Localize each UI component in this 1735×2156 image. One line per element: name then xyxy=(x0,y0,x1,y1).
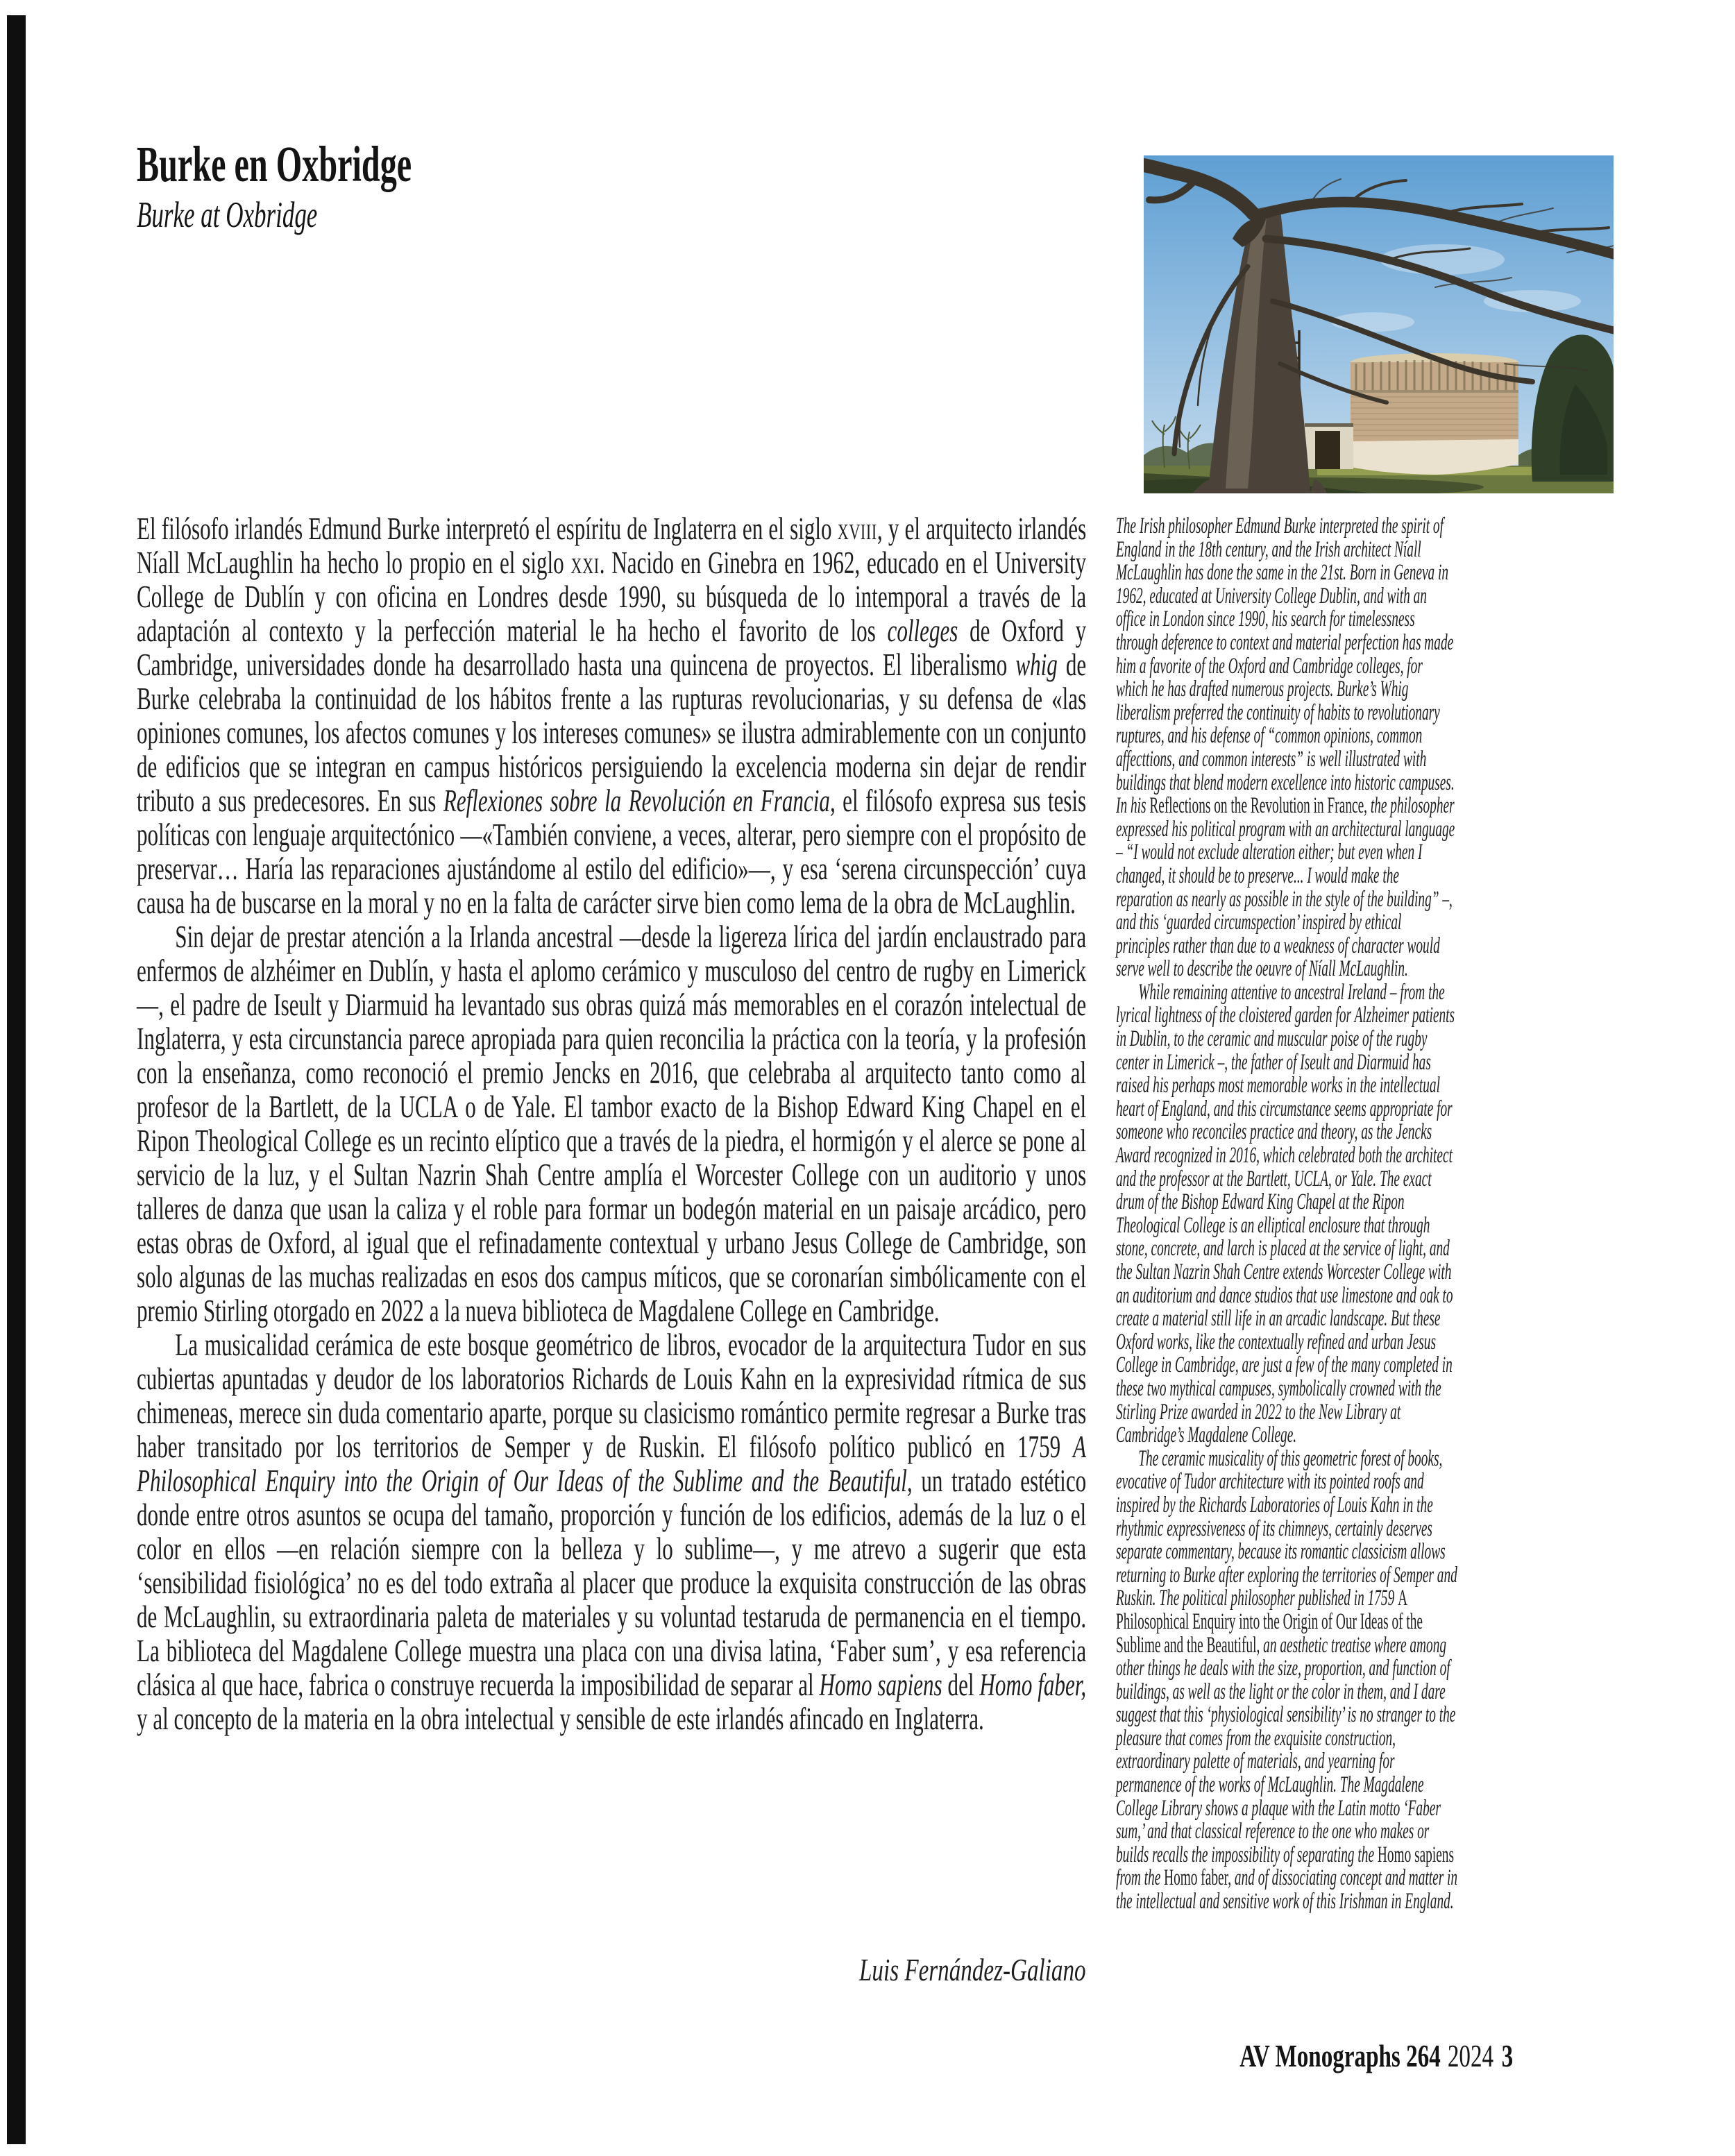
text-segment: A Philosophical Enquiry into the Origin of Our Ideas of the Sublime and the Beautiful, xyxy=(137,1429,1087,1498)
paragraph xyxy=(1116,981,1457,1448)
text-segment: Reflections on the Revolution in France, xyxy=(1149,793,1367,819)
issue-year: 2024 xyxy=(1447,2038,1493,2073)
page-number: 3 xyxy=(1501,2038,1513,2073)
text-segment: La musicalidad cerámica de este bosque geométrico de libros, evocador de la arquitectura Tudor en sus cubiertas apuntadas y deudor de los laboratorios Richards de Louis Kahn en la expresividad rítmica de sus chimeneas, merece sin duda comentario aparte, porque su clasicismo romántico permite regresar a Burke tras haber transitado por los territorios de Semper y de Ruskin. El filósofo político publicó en 1759 xyxy=(137,1327,1087,1464)
text-segment: Homo sapiens xyxy=(1377,1842,1455,1867)
text-segment: Homo faber, xyxy=(1164,1865,1232,1891)
page-edge-bar xyxy=(7,15,26,2144)
text-segment: The Irish philosopher Edmund Burke interpreted the spirit of England in the 18th century, and the Irish architect Níall McLaughlin has done the same in the 21st. Born in Geneva in 1962, educated at University College Dublin, and with an office in London since 1990, his search for timelessness through deference to context and material perfection has made him a favorite of the Oxford and Cambridge colleges, for which he has drafted numerous projects. Burke’s Whig liberalism preferred the continuity of habits to revolutionary ruptures, and his defense of “common opinions, common affecttions, and common interests” is well illustrated with buildings that blend modern excellence into historic campuses. In his xyxy=(1116,513,1455,819)
text-segment: Homo sapiens xyxy=(819,1667,942,1702)
text-segment: de Oxford y Cambridge, universidades donde ha desarrollado hasta una quincena de proyectos. El liberalismo xyxy=(137,613,1087,682)
text-segment: Homo faber, xyxy=(979,1667,1087,1702)
page-footer xyxy=(1239,2037,1513,2074)
author-signature: Luis Fernández-Galiano xyxy=(859,1952,1086,1987)
text-segment: de Burke celebraba la continuidad de los hábitos frente a las rupturas revolucionarias, y su defensa de «las opiniones comunes, los afectos comunes y los intereses comunes» se ilustra admirablemente con un conjunto de edificios que se integran en campus históricos persiguiendo la excelencia moderna sin dejar de rendir tributo a sus predecesores. En sus xyxy=(137,647,1087,818)
text-segment: the philosopher expressed his political program with an architectural language – “I would not exclude alteration either; but even when I changed, it should be to preserve... I would make the reparation as nearly as possible in the style of the building” –, and this ‘guarded circumspection’ inspired by ethical principles rather than due to a weakness of character would serve well to describe the oeuvre of Níall McLaughlin. xyxy=(1116,793,1455,982)
text-segment: Reflexiones sobre la Revolución en Francia, xyxy=(443,783,836,818)
photo-bishop-edward-king-chapel xyxy=(1144,155,1614,493)
annex-door xyxy=(1315,431,1340,469)
text-segment: xxi xyxy=(570,545,600,580)
paragraph xyxy=(1116,515,1457,981)
paragraph xyxy=(1116,1445,1458,1915)
text-segment: While remaining attentive to ancestral Ireland – from the lyrical lightness of the cloistered garden for Alzheimer patients in Dublin, to the ceramic and muscular poise of the rugby center in Limerick –, the father of Iseult and Diarmuid has raised his perhaps most memorable works in the intellectual heart of England, and this circumstance seems appropriate for someone who reconciles practice and theory, as the Jencks Award recognized in 2016, which celebrated both the architect and the professor at the Bartlett, UCLA, or Yale. The exact drum of the Bishop Edward King Chapel at the Ripon Theological College is an elliptical enclosure that through stone, concrete, and larch is placed at the service of light, and the Sultan Nazrin Shah Centre extends Worcester College with an auditorium and dance studios that use limestone and oak to create a material still life in an arcadic landscape. But these Oxford works, like the contextually refined and urban Jesus College in Cambridge, are just a few of the many completed in these two mythical campuses, symbolically crowned with the Stirling Prize awarded in 2022 to the New Library at Cambridge’s Magdalene College. xyxy=(1116,979,1455,1448)
article-header xyxy=(137,136,412,236)
text-segment: and of dissociating concept and matter in the intellectual and sensitive work of this Irishman in England. xyxy=(1116,1865,1458,1915)
english-article-column xyxy=(1116,515,1457,1914)
text-segment: del xyxy=(942,1667,980,1702)
text-segment: y al concepto de la materia en la obra intelectual y sensible de este irlandés afincado en Inglaterra. xyxy=(137,1701,984,1736)
spanish-article-column xyxy=(137,512,1086,1736)
text-segment: . Nacido en Ginebra en 1962, educado en el University College de Dublín y con oficina en Londres desde 1990, su búsqueda de lo intemporal a través de la adaptación al contexto y la perfección material le ha hecho el favorito de los xyxy=(137,545,1087,648)
journal-name: AV Monographs 264 xyxy=(1239,2038,1441,2073)
article-title-english: Burke at Oxbridge xyxy=(137,195,318,236)
text-segment: A Philosophical Enquiry into the Origin of Our Ideas of the Sublime and the Beautiful, xyxy=(1116,1586,1423,1658)
text-segment: , y el arquitecto irlandés Níall McLaughlin ha hecho lo propio en el siglo xyxy=(137,511,1087,580)
text-segment: el filósofo expresa sus tesis políticas con lenguaje arquitectónico —«También conviene, a veces, alterar, pero siempre con el propósito de preservar… Haría las reparaciones ajustándome al estilo del edificio»—, y esa ‘serena circunspección’ cuya causa ha de buscarse en la moral y no en la falta de carácter sirve bien como lema de la obra de McLaughlin. xyxy=(137,783,1087,920)
text-segment: The ceramic musicality of this geometric forest of books, evocative of Tudor architecture with its pointed roofs and inspired by the Richards Laboratories of Louis Kahn in the rhythmic expressiveness of its chimneys, certainly deserves separate commentary, because its romantic classicism allows returning to Burke after exploring the territories of Semper and Ruskin. The political philosopher published in 1759 xyxy=(1116,1445,1457,1611)
paragraph xyxy=(137,512,1086,920)
article-title-spanish: Burke en Oxbridge xyxy=(137,136,412,192)
annex-roof xyxy=(1305,423,1353,427)
text-segment: Sin dejar de prestar atención a la Irlanda ancestral —desde la ligereza lírica del jardín enclaustrado para enfermos de alzhéimer en Dublín, y hasta el aplomo cerámico y musculoso del centro de rugby en Limerick—, el padre de Iseult y Diarmuid ha levantado sus obras quizá más memorables en el corazón intelectual de Inglaterra, y esta circunstancia parece apropiada para quien reconcilia la práctica con la teoría, y la profesión con la enseñanza, como reconoció el premio Jencks en 2016, que celebraba al arquitecto tanto como al profesor de la Bartlett, de la UCLA o de Yale. El tambor exacto de la Bishop Edward King Chapel en el Ripon Theological College es un recinto elíptico que a través de la piedra, el hormigón y el alerce se pone al servicio de la luz, y el Sultan Nazrin Shah Centre amplía el Worcester College con un auditorio y unos talleres de danza que usan la caliza y el roble para formar un bodegón material en un paisaje arcádico, pero estas obras de Oxford, al igual que el refinadamente contextual y urbano Jesus College de Cambridge, son solo algunas de las muchas realizadas en esos dos campus míticos, que se coronarían simbólicamente con el premio Stirling otorgado en 2022 a la nueva biblioteca de Magdalene College en Cambridge. xyxy=(137,919,1087,1328)
text-segment: El filósofo irlandés Edmund Burke interpretó el espíritu de Inglaterra en el siglo xyxy=(137,511,838,546)
paragraph xyxy=(137,1328,1086,1736)
text-segment: un tratado estético donde entre otros asuntos se ocupa del tamaño, proporción y función de los edificios, además de la luz o el color en ellos —en relación siempre con la belleza y lo sublime—, y me atrevo a sugerir que esta ‘sensibilidad fisiológica’ no es del todo extraña al placer que produce la exquisita construcción de las obras de McLaughlin, su extraordinaria paleta de materiales y su voluntad testaruda de permanencia en el tiempo. La biblioteca del Magdalene College muestra una placa con una divisa latina, ‘Faber sum’, y esa referencia clásica al que hace, fabrica o construye recuerda la imposibilidad de separar al xyxy=(137,1463,1087,1702)
text-segment: whig xyxy=(1015,647,1058,682)
text-segment: colleges xyxy=(887,613,958,648)
paragraph xyxy=(137,920,1086,1328)
text-segment: xviii xyxy=(837,511,877,546)
chapel-photo-svg xyxy=(1144,155,1614,493)
text-segment: from the xyxy=(1116,1865,1165,1891)
text-segment: an aesthetic treatise where among other things he deals with the size, proportion, and function of buildings, as well as the light or the color in them, and I dare suggest that this ‘physiological sensibility’ is no stranger to the pleasure that comes from the exquisite construction, extraordinary palette of materials, and yearning for permanence of the works of McLaughlin. The Magdalene College Library shows a plaque with the Latin motto ‘Faber sum,’ and that classical reference to the one who makes or builds recalls the impossibility of separating the xyxy=(1116,1632,1456,1867)
